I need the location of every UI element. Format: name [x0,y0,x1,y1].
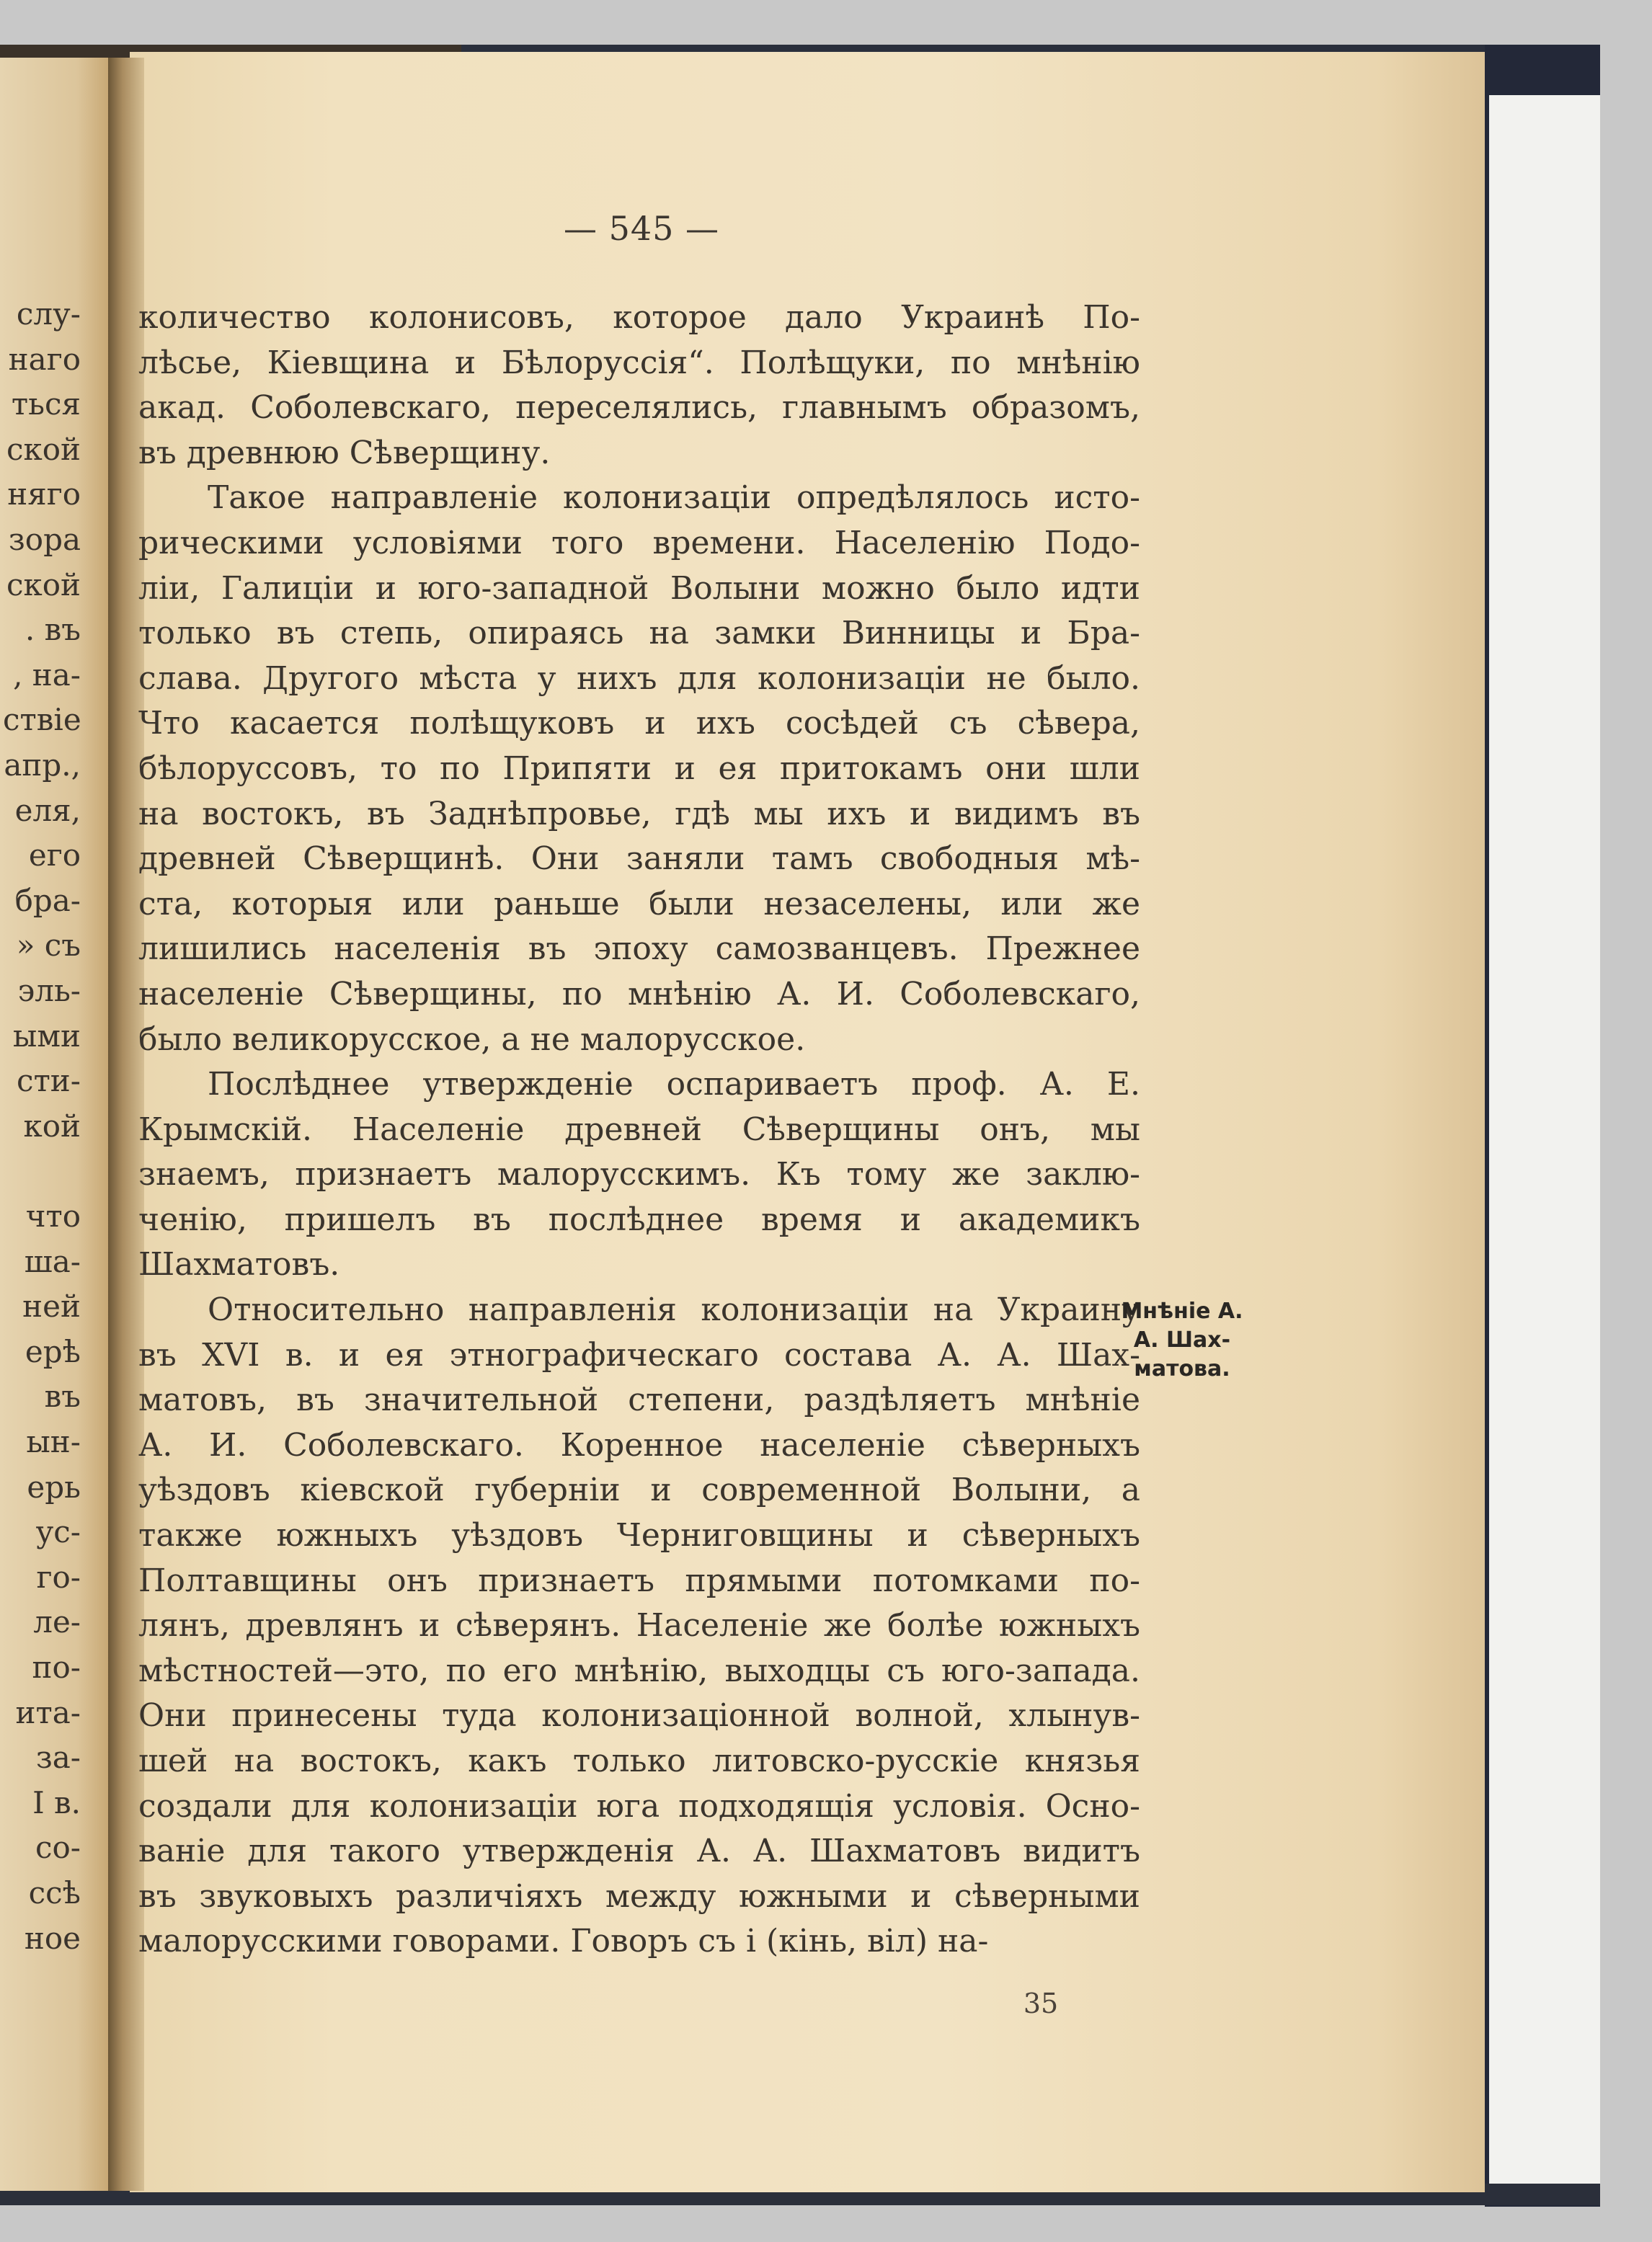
left-page-fragment: І в. [32,1784,81,1820]
left-page-fragment: зора [8,522,81,557]
left-page-fragment: ита- [15,1694,81,1730]
left-page-fragment: слу- [16,296,81,332]
text-line: малорусскими говорами. Говоръ съ і (кінь, віл) на- [138,1923,989,1960]
left-page-fragment: ус- [35,1514,81,1550]
left-page-fragment: въ [44,1379,81,1415]
text-line: ченію, пришелъ въ послѣднее время и академикъ [138,1201,1140,1238]
text-line: ваніе для такого утвержденія А. А. Шахматовъ видитъ [138,1833,1140,1870]
scan-background-right [1489,95,1600,2199]
text-line: Относительно направленія колонизаціи на Украину [208,1291,1140,1329]
left-page-fragment: сти- [17,1063,81,1099]
left-page-fragment: , на- [13,657,81,693]
left-page-fragment: еля, [14,792,81,828]
left-page-fragment: » съ [16,928,81,964]
left-page-fragment: ерѣ [25,1333,81,1369]
left-page-fragment: ша- [24,1243,81,1279]
left-page-fragment: . въ [25,612,81,648]
text-line: населеніе Сѣверщины, по мнѣнію А. И. Соболевскаго, [138,975,1140,1013]
text-line: шей на востокъ, какъ только литовско-русскіе князья [138,1743,1140,1779]
left-page-fragment: ное [24,1920,81,1956]
text-line: ліи, Галиціи и юго-западной Волыни можно было идти [138,569,1140,607]
left-page-fragment: бра- [14,882,81,918]
left-page-fragment: ын- [26,1424,81,1459]
left-page-fragment: ться [11,386,81,422]
text-line: Что касается полѣщуковъ и ихъ сосѣдей съ сѣвера, [138,705,1140,742]
text-line: также южныхъ уѣздовъ Черниговщины и сѣверныхъ [138,1517,1140,1554]
text-line: знаемъ, признаетъ малорусскимъ. Къ тому же заклю- [138,1156,1140,1193]
text-line: ста, которыя или раньше были незаселены, или же [138,885,1140,922]
left-page-fragment: ской [6,566,81,602]
text-line: Крымскій. Населеніе древней Сѣверщины онъ, мы [138,1111,1140,1148]
text-line: въ звуковыхъ различіяхъ между южными и сѣверными [138,1877,1140,1915]
left-page-fragment: наго [8,341,81,377]
text-line: Они принесены туда колонизаціонной волной, хлынув- [138,1697,1140,1735]
left-page-fragment: няго [7,476,81,512]
page-number: — 545 — [563,209,720,248]
text-line: въ XVI в. и ея этнографическаго состава А. А. Шах- [138,1336,1140,1374]
left-page-fragment: кой [23,1108,81,1144]
left-page-fragment: ыми [12,1018,81,1054]
left-page-fragment: ле- [33,1604,81,1640]
text-line: Послѣднее утвержденіе оспариваетъ проф. А. Е. [208,1066,1140,1103]
text-line: акад. Соболевскаго, переселялись, главнымъ образомъ, [138,389,1140,427]
left-page-fragment: го- [36,1559,81,1595]
left-page-fragment: апр., [4,747,81,783]
body-text [138,295,1140,1965]
text-line: было великорусское, а не малорусское. [138,1020,806,1058]
left-page-fragment: что [25,1198,81,1234]
text-line: въ древнюю Сѣверщину. [138,434,551,471]
text-line: Шахматовъ. [138,1246,340,1284]
margin-note: Мнѣніе А. А. Шах-матова. [1121,1299,1243,1382]
text-line: матовъ, въ значительной степени, раздѣляетъ мнѣніе [138,1382,1140,1419]
left-page-fragment: эль- [17,973,81,1008]
text-line: лѣсье, Кіевщина и Бѣлоруссія“. Полѣщуки, по мнѣнію [138,344,1140,381]
text-line: рическими условіями того времени. Населенію Подо- [138,524,1140,561]
text-line: лянъ, древлянъ и сѣверянъ. Населеніе же болѣе южныхъ [138,1607,1140,1645]
text-line: на востокъ, въ Заднѣпровье, гдѣ мы ихъ и видимъ въ [138,795,1140,832]
text-line: А. И. Соболевскаго. Коренное населеніе сѣверныхъ [138,1426,1140,1464]
left-page-fragment: за- [35,1740,81,1776]
left-page-fragment: ерь [27,1469,81,1505]
left-page-fragment: ской [6,431,81,467]
text-line: мѣстностей—это, по его мнѣнію, выходцы съ юго-запада. [138,1652,1140,1689]
left-page-fragment: ней [22,1289,81,1325]
text-line: Такое направленіе колонизаціи опредѣлялось исто- [208,479,1140,517]
text-line: слава. Другого мѣста у нихъ для колонизаціи не было. [138,659,1140,697]
left-page-fragment: по- [32,1650,81,1685]
left-page-fragment: со- [35,1830,81,1866]
text-line: количество колонисовъ, которое дало Украинѣ По- [138,299,1140,336]
left-page-fragment: его [28,837,81,873]
text-line: только въ степь, опираясь на замки Винницы и Бра- [138,615,1140,652]
signature-mark: 35 [1023,1988,1059,2019]
left-page-fragment: ствіе [3,702,81,738]
text-line: лишились населенія въ эпоху самозванцевъ. Прежнее [138,930,1140,968]
text-line: бѣлоруссовъ, то по Припяти и ея притокамъ они шли [138,749,1140,787]
text-line: уѣздовъ кіевской губерніи и современной Волыни, а [138,1472,1140,1509]
left-page-fragment: ссѣ [28,1875,81,1910]
text-line: создали для колонизаціи юга подходящія условія. Осно- [138,1787,1140,1825]
text-line: Полтавщины онъ признаетъ прямыми потомками по- [138,1562,1140,1599]
text-line: древней Сѣверщинѣ. Они заняли тамъ свободныя мѣ- [138,840,1140,878]
